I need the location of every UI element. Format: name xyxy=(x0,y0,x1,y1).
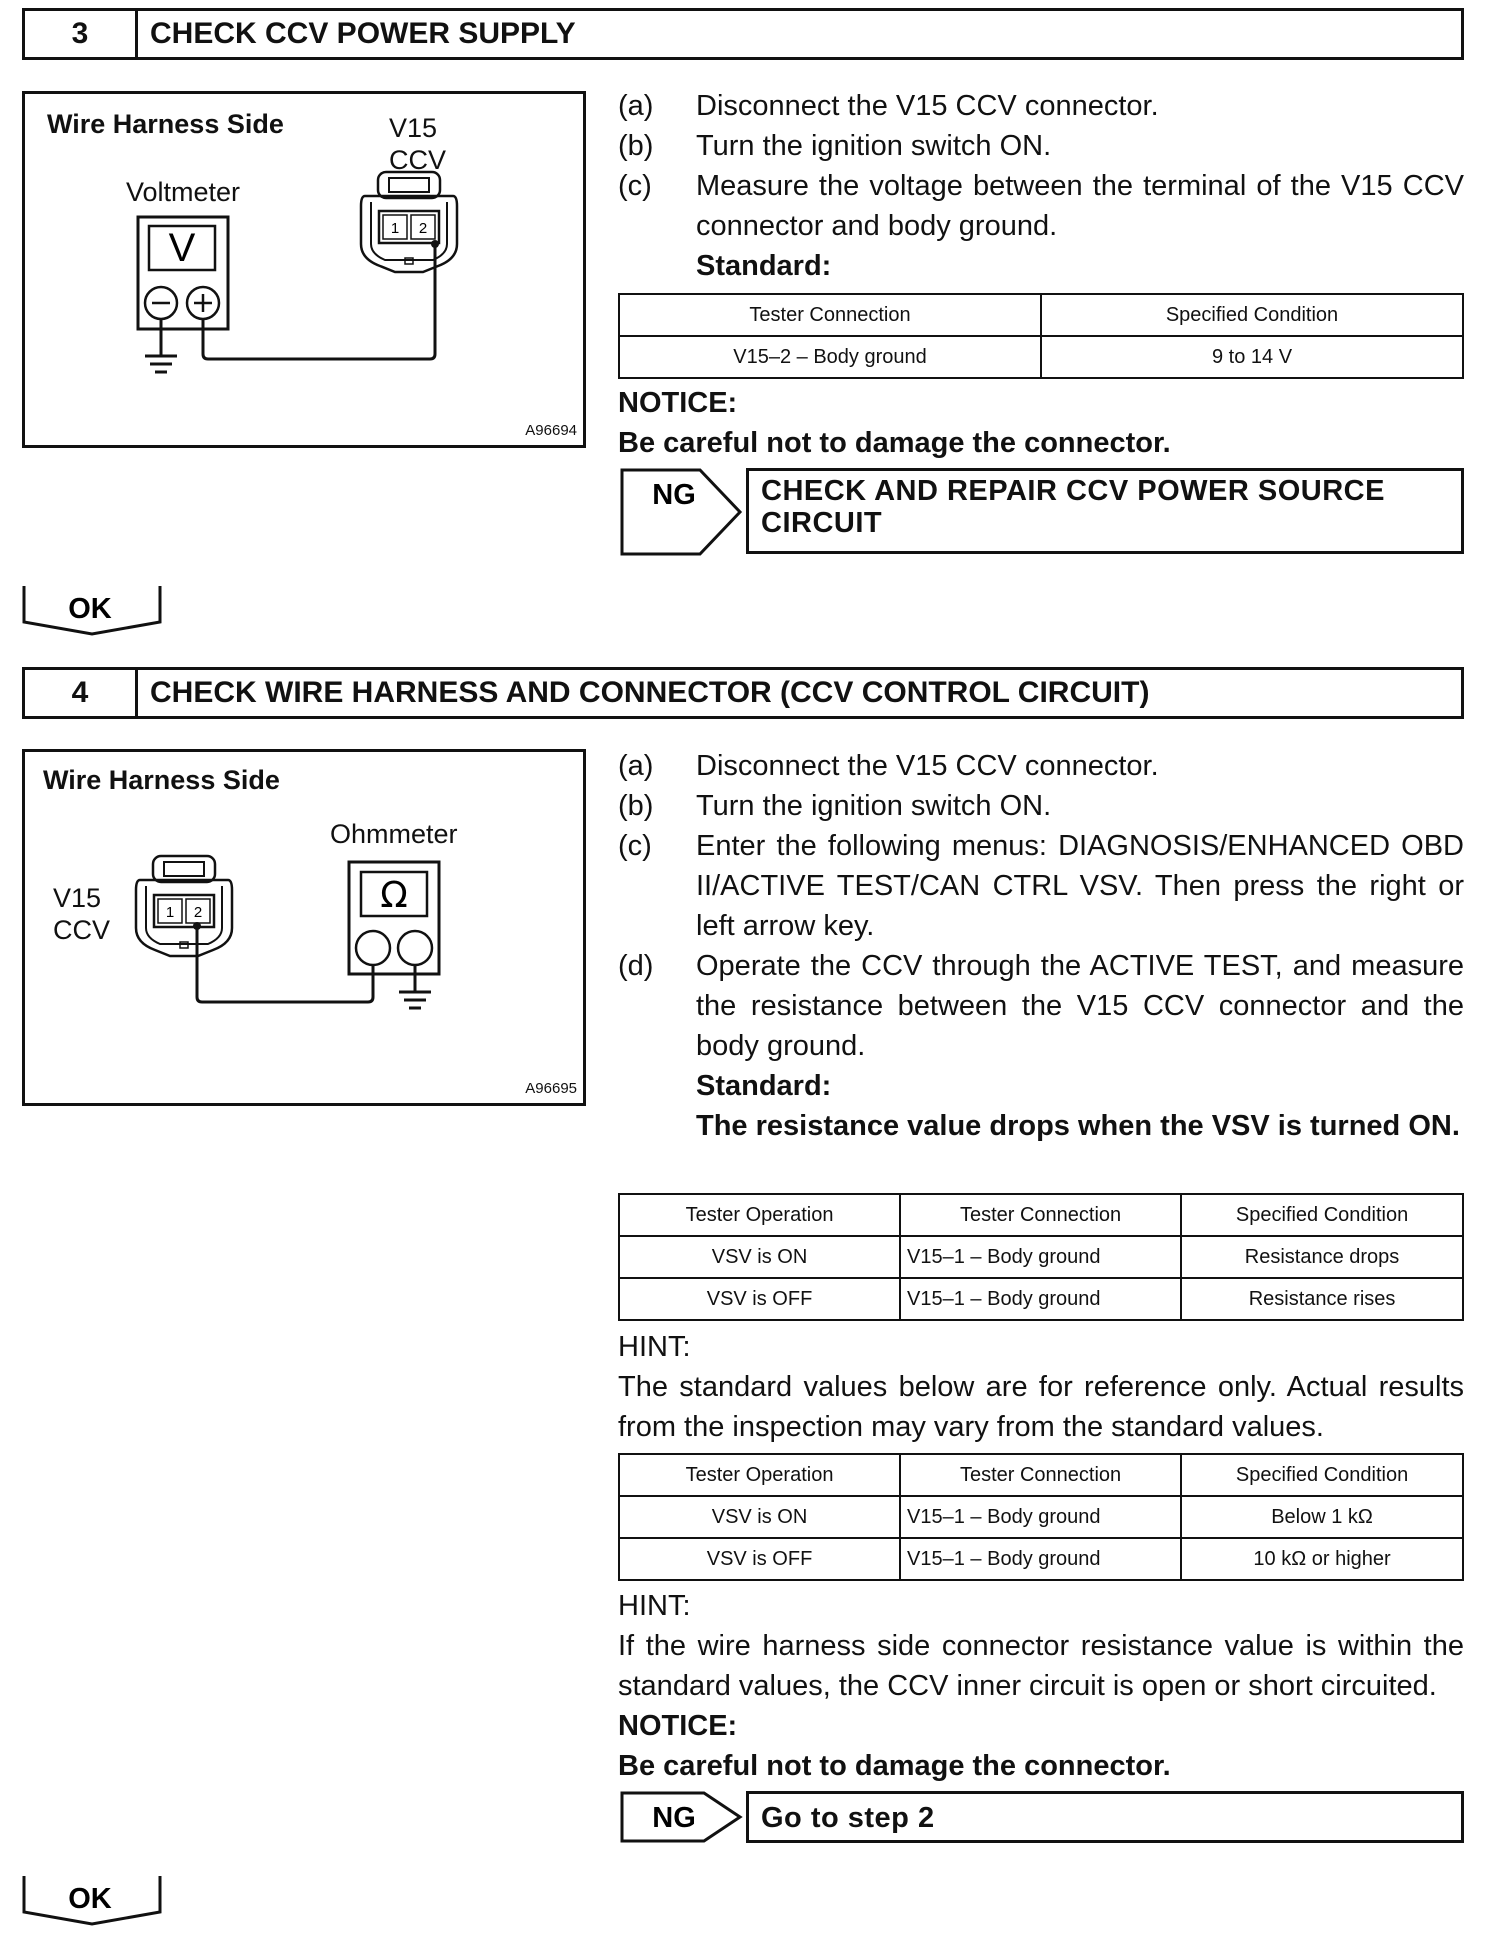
table-cell: VSV is OFF xyxy=(619,1538,900,1580)
instruction-item xyxy=(618,786,1464,826)
table-cell: VSV is ON xyxy=(619,1236,900,1278)
step-4-hint-2 xyxy=(618,1586,1464,1706)
notice-label: NOTICE: xyxy=(618,1710,738,1742)
table-row xyxy=(619,1538,1463,1580)
instruction-text: Disconnect the V15 CCV connector. xyxy=(696,750,1159,782)
step-3-number: 3 xyxy=(25,11,138,57)
table-cell: V15–2 – Body ground xyxy=(619,336,1041,378)
instruction-letter: (d) xyxy=(618,950,654,982)
instruction-text: Measure the voltage between the terminal of the V15 CCV connector and body ground. xyxy=(696,170,1464,242)
notice-text: Be careful not to damage the connector. xyxy=(618,1750,1171,1782)
table-cell: Resistance rises xyxy=(1181,1278,1463,1320)
step-4-spec-table-2 xyxy=(618,1453,1464,1581)
step-4-number: 4 xyxy=(25,670,138,716)
table-header-cell: Specified Condition xyxy=(1181,1454,1463,1496)
step-3-header xyxy=(22,8,1464,60)
pin-1-label: 1 xyxy=(390,220,400,237)
ohmmeter-label: Ohmmeter xyxy=(330,819,458,849)
test-lead-wire xyxy=(197,926,373,1002)
ok-arrow-step-4 xyxy=(22,1874,162,1926)
table-header-cell: Tester Operation xyxy=(619,1194,900,1236)
step-3-instructions xyxy=(618,86,1464,286)
table-cell: V15–1 – Body ground xyxy=(900,1236,1181,1278)
instruction-item xyxy=(618,126,1464,166)
hint-text: If the wire harness side connector resistance value is within the standard values, the CCV inner circuit is open or short circuited. xyxy=(618,1630,1464,1702)
step-3-spec-table xyxy=(618,293,1464,379)
table-header-row xyxy=(619,1454,1463,1496)
figure-heading: Wire Harness Side xyxy=(43,765,280,795)
figure-id: A96695 xyxy=(525,1080,577,1097)
ohmmeter-terminal-left-icon xyxy=(356,931,390,965)
step-4-hint-1 xyxy=(618,1327,1464,1447)
instruction-letter: (b) xyxy=(618,790,654,822)
instruction-item xyxy=(618,86,1464,126)
ground-icon xyxy=(399,992,431,1008)
ground-icon xyxy=(145,356,177,372)
instruction-letter: (c) xyxy=(618,170,652,202)
notice-text: Be careful not to damage the connector. xyxy=(618,427,1171,459)
instruction-letter: (c) xyxy=(618,830,652,862)
step-4-ng-action: Go to step 2 xyxy=(746,1791,1464,1843)
ohmmeter-symbol: Ω xyxy=(380,875,408,916)
step-4-title: CHECK WIRE HARNESS AND CONNECTOR (CCV CONTROL CIRCUIT) xyxy=(150,676,1150,709)
figure-id: A96694 xyxy=(525,422,577,439)
table-header-cell: Specified Condition xyxy=(1181,1194,1463,1236)
connector-icon xyxy=(136,856,232,956)
step-4-header xyxy=(22,667,1464,719)
test-lead-wire xyxy=(203,244,435,359)
table-cell: V15–1 – Body ground xyxy=(900,1496,1181,1538)
step-3-figure xyxy=(22,91,586,448)
connector-label-ccv: CCV xyxy=(389,145,447,175)
table-cell: V15–1 – Body ground xyxy=(900,1538,1181,1580)
table-header-row xyxy=(619,294,1463,336)
instruction-item xyxy=(618,746,1464,786)
standard-label: Standard: xyxy=(696,250,832,282)
standard-text: The resistance value drops when the VSV is turned ON. xyxy=(696,1110,1460,1142)
table-cell: Below 1 kΩ xyxy=(1181,1496,1463,1538)
pin-2-label: 2 xyxy=(418,220,428,237)
connector-label-v15: V15 xyxy=(389,113,438,143)
ok-label: OK xyxy=(68,1883,112,1915)
table-header-cell: Specified Condition xyxy=(1041,294,1463,336)
connector-icon xyxy=(361,172,457,272)
step-4-spec-table-1 xyxy=(618,1193,1464,1321)
pin-1-label: 1 xyxy=(165,904,175,921)
table-row xyxy=(619,1496,1463,1538)
pin-2-label: 2 xyxy=(193,904,203,921)
hint-label: HINT: xyxy=(618,1590,691,1622)
figure-heading: Wire Harness Side xyxy=(47,109,284,139)
instruction-letter: (b) xyxy=(618,130,654,162)
instruction-item xyxy=(618,826,1464,946)
instruction-text: Turn the ignition switch ON. xyxy=(696,790,1052,822)
table-cell: VSV is OFF xyxy=(619,1278,900,1320)
hint-label: HINT: xyxy=(618,1331,691,1363)
ok-arrow-step-3 xyxy=(22,584,162,636)
standard-label: Standard: xyxy=(696,1070,832,1102)
instruction-text: Enter the following menus: DIAGNOSIS/ENHANCED OBD II/ACTIVE TEST/CAN CTRL VSV. Then press the right or left arrow key. xyxy=(696,830,1464,942)
voltmeter-circuit-diagram xyxy=(25,94,583,445)
table-header-cell: Tester Connection xyxy=(900,1194,1181,1236)
connector-label-v15: V15 xyxy=(53,883,102,913)
ng-label: NG xyxy=(652,479,696,511)
ohmmeter-terminal-right-icon xyxy=(398,931,432,965)
instruction-letter: (a) xyxy=(618,90,654,122)
instruction-text: Turn the ignition switch ON. xyxy=(696,130,1052,162)
step-3-title: CHECK CCV POWER SUPPLY xyxy=(150,17,576,50)
step-3-notice xyxy=(618,383,1464,463)
hint-text: The standard values below are for reference only. Actual results from the inspection may vary from the standard values. xyxy=(618,1371,1464,1443)
table-cell: VSV is ON xyxy=(619,1496,900,1538)
instruction-letter: (a) xyxy=(618,750,654,782)
notice-label: NOTICE: xyxy=(618,387,738,419)
instruction-item xyxy=(618,946,1464,1066)
table-row xyxy=(619,1236,1463,1278)
connector-label-ccv: CCV xyxy=(53,915,111,945)
ohmmeter-circuit-diagram xyxy=(25,752,583,1103)
instruction-text: Operate the CCV through the ACTIVE TEST, and measure the resistance between the V15 CCV connector and the body ground. xyxy=(696,950,1464,1062)
instruction-item xyxy=(618,166,1464,246)
table-cell: Resistance drops xyxy=(1181,1236,1463,1278)
step-3-ng-action: CHECK AND REPAIR CCV POWER SOURCE CIRCUIT xyxy=(746,468,1464,554)
voltmeter-symbol: V xyxy=(168,226,196,270)
ng-arrow-step-4 xyxy=(620,1791,746,1843)
step-4-figure xyxy=(22,749,586,1106)
table-header-cell: Tester Connection xyxy=(900,1454,1181,1496)
table-header-cell: Tester Connection xyxy=(619,294,1041,336)
table-row xyxy=(619,336,1463,378)
table-header-row xyxy=(619,1194,1463,1236)
table-header-cell: Tester Operation xyxy=(619,1454,900,1496)
step-4-instructions xyxy=(618,746,1464,1146)
ng-label: NG xyxy=(652,1802,696,1834)
step-4-notice xyxy=(618,1706,1464,1786)
table-cell: 9 to 14 V xyxy=(1041,336,1463,378)
ok-label: OK xyxy=(68,593,112,625)
instruction-text: Disconnect the V15 CCV connector. xyxy=(696,90,1159,122)
ng-arrow-step-3 xyxy=(620,468,746,556)
table-cell: V15–1 – Body ground xyxy=(900,1278,1181,1320)
table-cell: 10 kΩ or higher xyxy=(1181,1538,1463,1580)
voltmeter-label: Voltmeter xyxy=(126,177,241,207)
table-row xyxy=(619,1278,1463,1320)
